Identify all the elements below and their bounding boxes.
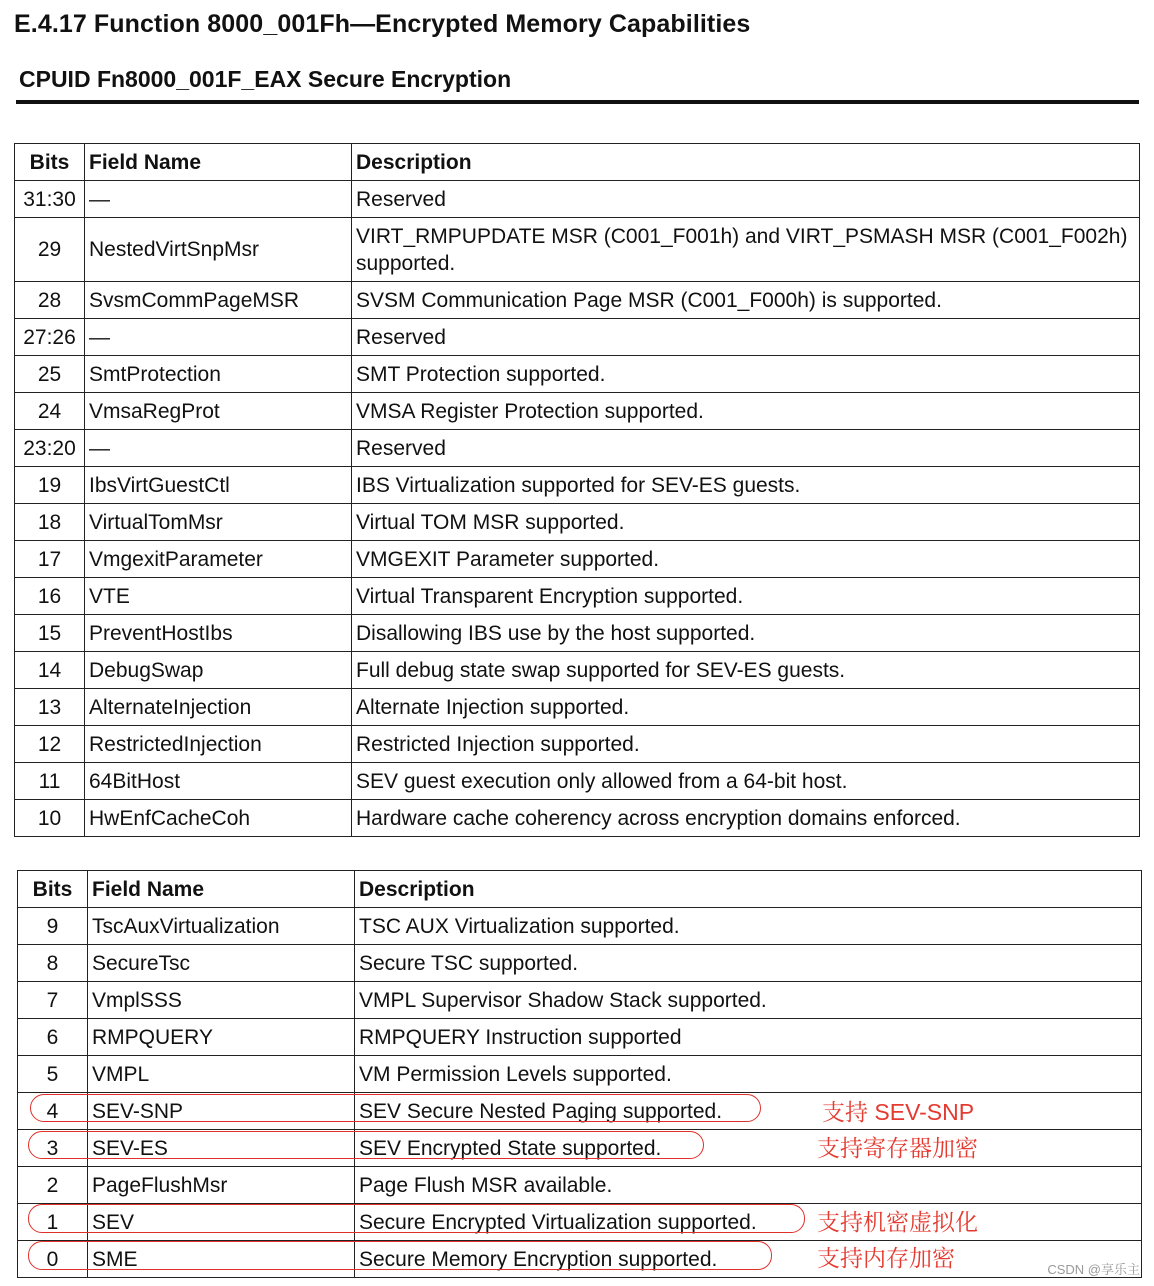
description-cell: SEV guest execution only allowed from a 64-bit host. [352,763,1140,800]
bits-cell: 29 [15,218,85,282]
table-row [15,356,1140,393]
bits-cell: 16 [15,578,85,615]
bits-cell: 1 [18,1204,88,1241]
table-row [15,467,1140,504]
field-name-cell: SecureTsc [88,945,355,982]
table-row [18,982,1142,1019]
bits-cell: 9 [18,908,88,945]
bits-cell: 5 [18,1056,88,1093]
heading-rule [16,100,1139,104]
description-column-header: Description [352,144,1140,181]
description-cell: SEV Encrypted State supported. [355,1130,1142,1167]
field-name-cell: VTE [85,578,352,615]
bits-cell: 11 [15,763,85,800]
table-header-row [18,871,1142,908]
table-row [15,504,1140,541]
table-row [15,393,1140,430]
table-row [15,800,1140,837]
field-name-cell: SEV [88,1204,355,1241]
description-cell: SVSM Communication Page MSR (C001_F000h) is supported. [352,282,1140,319]
bits-column-header: Bits [15,144,85,181]
field-name-cell: PageFlushMsr [88,1167,355,1204]
field-name-cell: 64BitHost [85,763,352,800]
bits-cell: 12 [15,726,85,763]
bits-cell: 6 [18,1019,88,1056]
description-column-header: Description [355,871,1142,908]
field-name-cell: VirtualTomMsr [85,504,352,541]
bits-cell: 13 [15,689,85,726]
field-name-cell: IbsVirtGuestCtl [85,467,352,504]
bits-cell: 25 [15,356,85,393]
table-header-row [15,144,1140,181]
table-row [15,218,1140,282]
bits-cell: 14 [15,652,85,689]
field-name-cell: VMPL [88,1056,355,1093]
description-cell: Hardware cache coherency across encryption domains enforced. [352,800,1140,837]
description-cell: Disallowing IBS use by the host supported. [352,615,1140,652]
table-row [18,908,1142,945]
section-heading: E.4.17 Function 8000_001Fh—Encrypted Memory Capabilities [14,10,751,38]
description-cell: Secure Encrypted Virtualization supported. [355,1204,1142,1241]
table-row [18,1056,1142,1093]
table-row [15,615,1140,652]
field-name-cell: VmgexitParameter [85,541,352,578]
description-cell: SEV Secure Nested Paging supported. [355,1093,1142,1130]
field-name-cell: RMPQUERY [88,1019,355,1056]
table-row [15,319,1140,356]
bits-cell: 23:20 [15,430,85,467]
description-cell: TSC AUX Virtualization supported. [355,908,1142,945]
description-cell: VMPL Supervisor Shadow Stack supported. [355,982,1142,1019]
table-row [15,726,1140,763]
bits-cell: 27:26 [15,319,85,356]
bits-cell: 7 [18,982,88,1019]
field-name-cell: NestedVirtSnpMsr [85,218,352,282]
bits-cell: 28 [15,282,85,319]
description-cell: VM Permission Levels supported. [355,1056,1142,1093]
table-row [18,1019,1142,1056]
field-name-cell: — [85,319,352,356]
description-cell: Page Flush MSR available. [355,1167,1142,1204]
field-name-cell: SEV-SNP [88,1093,355,1130]
description-cell: Full debug state swap supported for SEV-ES guests. [352,652,1140,689]
register-subheading: CPUID Fn8000_001F_EAX Secure Encryption [19,66,512,92]
field-name-cell: VmsaRegProt [85,393,352,430]
field-name-cell: SvsmCommPageMSR [85,282,352,319]
description-cell: RMPQUERY Instruction supported [355,1019,1142,1056]
description-cell: Virtual TOM MSR supported. [352,504,1140,541]
watermark: CSDN @享乐主 [1047,1262,1140,1277]
description-cell: Reserved [352,181,1140,218]
field-name-column-header: Field Name [88,871,355,908]
annotation-sev-snp: 支持 SEV-SNP [822,1099,975,1125]
bits-cell: 18 [15,504,85,541]
bits-cell: 10 [15,800,85,837]
description-cell: Reserved [352,430,1140,467]
annotation-sev: 支持机密虚拟化 [817,1209,978,1235]
bits-column-header: Bits [18,871,88,908]
bits-cell: 15 [15,615,85,652]
description-cell: VIRT_RMPUPDATE MSR (C001_F001h) and VIRT_PSMASH MSR (C001_F002h) supported. [352,218,1140,282]
bits-cell: 3 [18,1130,88,1167]
table-row [15,763,1140,800]
description-cell: Reserved [352,319,1140,356]
field-name-cell: DebugSwap [85,652,352,689]
table-row [18,945,1142,982]
table-row [15,430,1140,467]
bits-cell: 8 [18,945,88,982]
field-name-cell: SmtProtection [85,356,352,393]
bits-cell: 19 [15,467,85,504]
description-cell: Alternate Injection supported. [352,689,1140,726]
table-row [15,578,1140,615]
field-name-cell: SEV-ES [88,1130,355,1167]
table-row [18,1167,1142,1204]
description-cell: VMGEXIT Parameter supported. [352,541,1140,578]
description-cell: VMSA Register Protection supported. [352,393,1140,430]
bits-cell: 24 [15,393,85,430]
field-name-column-header: Field Name [85,144,352,181]
bits-cell: 4 [18,1093,88,1130]
field-name-cell: AlternateInjection [85,689,352,726]
table-row [15,652,1140,689]
table-row [15,541,1140,578]
description-cell: IBS Virtualization supported for SEV-ES guests. [352,467,1140,504]
bits-cell: 31:30 [15,181,85,218]
description-cell: Virtual Transparent Encryption supported. [352,578,1140,615]
field-name-cell: — [85,181,352,218]
field-name-cell: SME [88,1241,355,1278]
field-name-cell: HwEnfCacheCoh [85,800,352,837]
description-cell: Restricted Injection supported. [352,726,1140,763]
description-cell: Secure Memory Encryption supported. [355,1241,1142,1278]
description-cell: Secure TSC supported. [355,945,1142,982]
table-row [15,181,1140,218]
bits-table-upper [14,143,1140,837]
field-name-cell: VmplSSS [88,982,355,1019]
bits-cell: 17 [15,541,85,578]
bits-cell: 2 [18,1167,88,1204]
field-name-cell: — [85,430,352,467]
field-name-cell: TscAuxVirtualization [88,908,355,945]
field-name-cell: RestrictedInjection [85,726,352,763]
table-row [15,689,1140,726]
annotation-sev-es: 支持寄存器加密 [817,1135,978,1161]
bits-cell: 0 [18,1241,88,1278]
annotation-sme: 支持内存加密 [817,1245,955,1271]
table-row [15,282,1140,319]
description-cell: SMT Protection supported. [352,356,1140,393]
table-row [18,1241,1142,1278]
field-name-cell: PreventHostIbs [85,615,352,652]
